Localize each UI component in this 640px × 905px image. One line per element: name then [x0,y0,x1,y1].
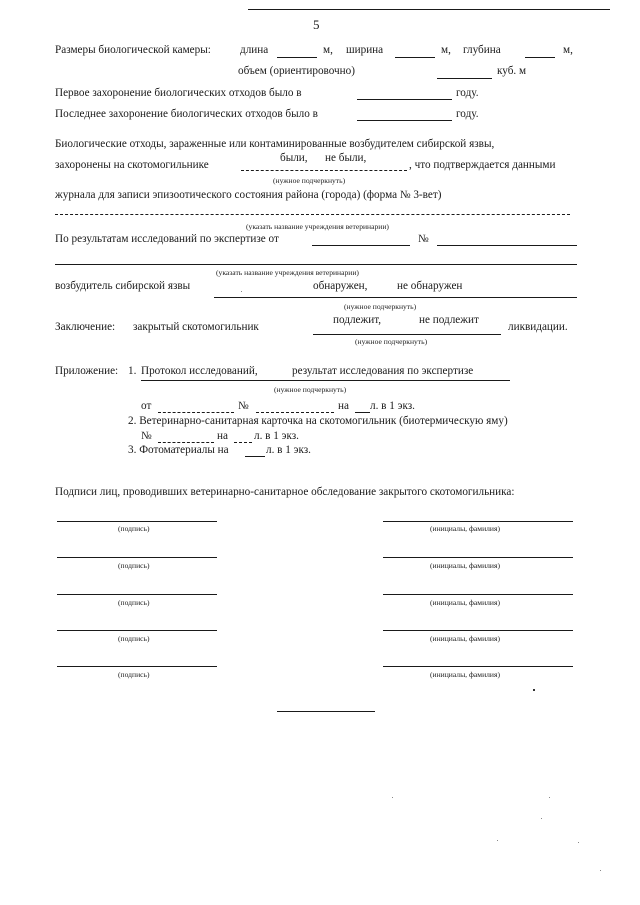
signature-field[interactable] [57,630,217,631]
signature-note: (подпись) [118,670,150,679]
agent-label: возбудитель сибирской язвы [55,280,191,292]
end-rule [277,711,375,712]
name-field[interactable] [383,521,573,522]
appendix-label: Приложение: [55,365,119,377]
conclusion-label: Заключение: [55,321,116,333]
conclusion-option-subject[interactable]: подлежит, [333,314,382,326]
signatures-heading: Подписи лиц, проводивших ветеринарно-санитарное обследование закрытого скотомогильника: [55,486,515,498]
anthrax-line-2-suffix: , что подтверждается данными [409,159,556,171]
last-burial-field[interactable] [357,120,452,121]
expertise-institution-field[interactable] [55,264,577,265]
scan-speck [541,818,542,819]
appendix-item3-prefix: 3. Фотоматериалы на [128,444,229,456]
depth-field[interactable] [525,57,555,58]
scan-speck [549,797,550,798]
appendix-item1-number-field[interactable] [256,412,334,413]
name-note: (инициалы, фамилия) [430,598,501,607]
first-burial-suffix: году. [456,87,479,99]
conclusion-underline-note: (нужное подчеркнуть) [355,337,428,346]
conclusion-option-line [313,334,501,335]
conclusion-subject: закрытый скотомогильник [133,321,259,333]
signature-note: (подпись) [118,634,150,643]
anthrax-underline-note: (нужное подчеркнуть) [273,176,346,185]
expertise-number-field[interactable] [437,245,577,246]
length-label: длина [240,44,269,56]
signature-field[interactable] [57,666,217,667]
agent-option-found[interactable]: обнаружен, [313,280,368,292]
scan-speck [392,797,393,798]
expertise-institution-note: (указать название учреждения ветеринарии) [216,268,359,277]
expertise-prefix: По результатам исследований по экспертизе от [55,233,279,245]
volume-field[interactable] [437,78,492,79]
width-label: ширина [346,44,384,56]
signature-note: (подпись) [118,561,150,570]
top-rule [248,9,610,10]
anthrax-option-were[interactable]: были, [280,152,308,164]
appendix-item1-number-sign: № [238,400,249,412]
appendix-item2-on: на [217,430,228,442]
appendix-item1-date-field[interactable] [158,412,234,413]
appendix-item2-sheets-field[interactable] [234,442,252,443]
volume-unit: куб. м [497,65,527,77]
signature-note: (подпись) [118,524,150,533]
appendix-item2-sheets: л. в 1 экз. [254,430,299,442]
agent-underline-note: (нужное подчеркнуть) [344,302,417,311]
last-burial-suffix: году. [456,108,479,120]
conclusion-suffix: ликвидации. [508,321,568,333]
signature-field[interactable] [57,521,217,522]
page-number: 5 [313,17,320,32]
name-field[interactable] [383,630,573,631]
volume-label: объем (ориентировочно) [238,65,355,77]
scan-speck [533,689,535,691]
expertise-number-sign: № [418,233,429,245]
name-note: (инициалы, фамилия) [430,634,501,643]
expertise-date-field[interactable] [312,245,410,246]
depth-unit: м, [563,44,573,56]
first-burial-field[interactable] [357,99,452,100]
length-field[interactable] [277,57,317,58]
name-field[interactable] [383,557,573,558]
appendix-item3-sheets-field[interactable] [245,456,265,457]
width-field[interactable] [395,57,435,58]
signature-field[interactable] [57,557,217,558]
last-burial-label: Последнее захоронение биологических отходов было в [55,108,318,120]
anthrax-line-3: журнала для записи эпизоотического состояния района (города) (форма № 3-вет) [55,189,442,201]
anthrax-institution-field[interactable] [55,214,570,215]
anthrax-institution-note: (указать название учреждения ветеринарии) [246,222,389,231]
anthrax-line-2-prefix: захоронены на скотомогильнике [55,159,209,171]
appendix-item1-from: от [141,400,152,412]
signature-field[interactable] [57,594,217,595]
depth-label: глубина [463,44,501,56]
scan-speck [578,842,579,843]
name-note: (инициалы, фамилия) [430,524,501,533]
anthrax-option-were-not[interactable]: не были, [325,152,367,164]
agent-option-not-found[interactable]: не обнаружен [397,280,463,292]
agent-option-line [214,297,577,298]
scan-speck [600,870,601,871]
appendix-item2-number-field[interactable] [158,442,214,443]
name-note: (инициалы, фамилия) [430,670,501,679]
signature-note: (подпись) [118,598,150,607]
appendix-item2-number-sign: № [141,430,152,442]
appendix-item1-on: на [338,400,349,412]
scan-speck [241,291,242,292]
appendix-item1-note: (нужное подчеркнуть) [274,385,347,394]
first-burial-label: Первое захоронение биологических отходов было в [55,87,302,99]
appendix-item1-option-line [141,380,510,381]
name-field[interactable] [383,666,573,667]
anthrax-line-1: Биологические отходы, зараженные или контаминированные возбудителем сибирской язвы, [55,138,495,150]
appendix-item1-sheets-field[interactable] [355,412,370,413]
name-note: (инициалы, фамилия) [430,561,501,570]
scan-speck [497,840,498,841]
appendix-item1-option-b[interactable]: результат исследования по экспертизе [292,365,474,377]
conclusion-option-not-subject[interactable]: не подлежит [419,314,479,326]
appendix-item1-num: 1. [128,365,137,377]
appendix-item1-sheets: л. в 1 экз. [370,400,415,412]
width-unit: м, [441,44,451,56]
length-unit: м, [323,44,333,56]
anthrax-option-line [241,170,407,171]
appendix-item2: 2. Ветеринарно-санитарная карточка на скотомогильник (биотермическую яму) [128,415,508,427]
camera-label: Размеры биологической камеры: [55,44,211,56]
appendix-item3-sheets: л. в 1 экз. [266,444,311,456]
appendix-item1-option-a[interactable]: Протокол исследований, [141,365,258,377]
name-field[interactable] [383,594,573,595]
